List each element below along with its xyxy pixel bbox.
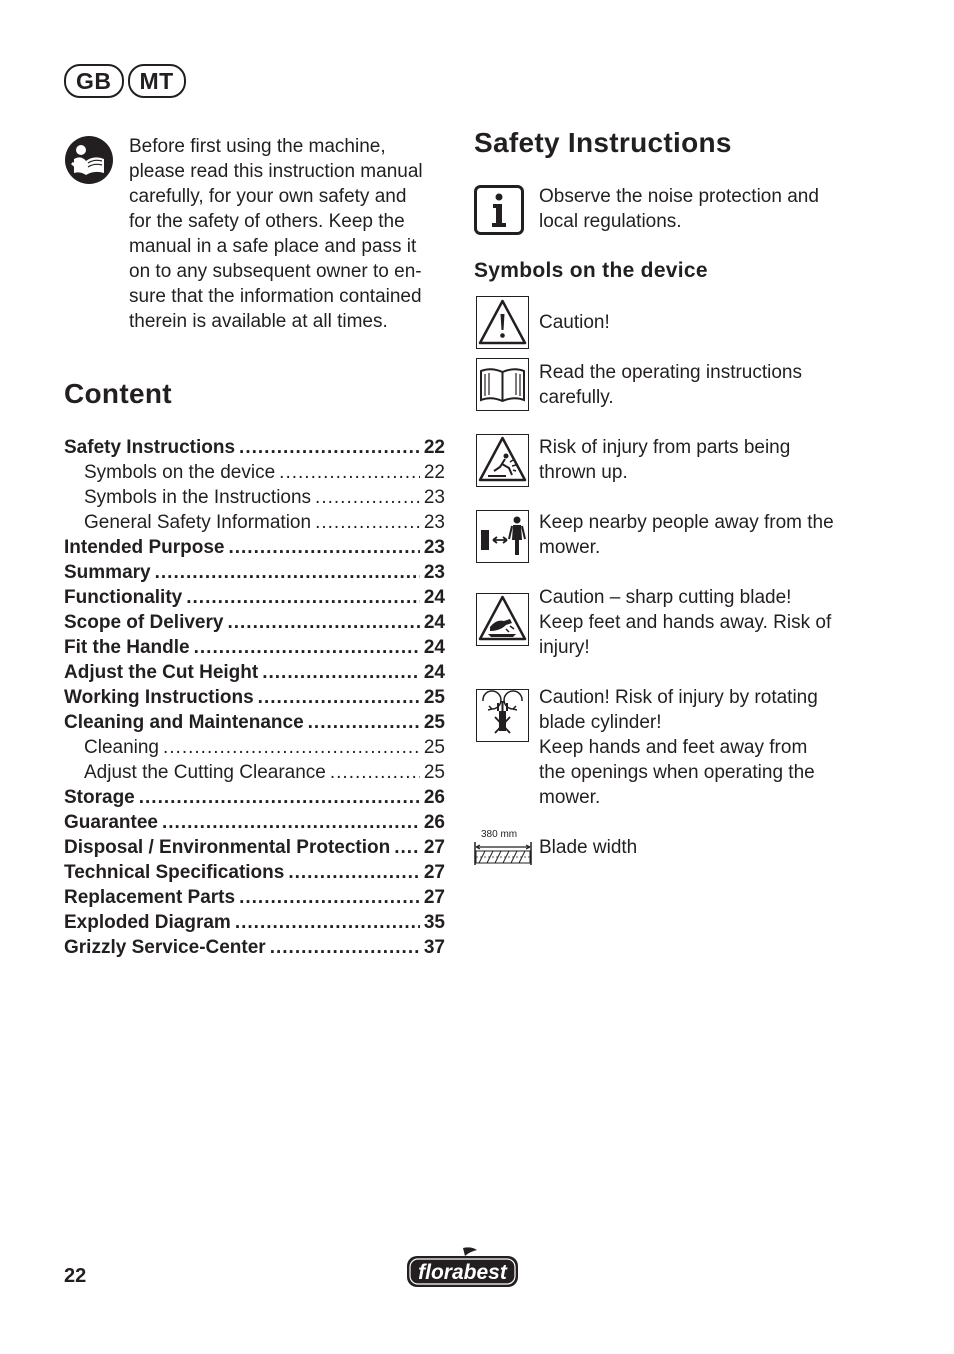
toc-entry-label: General Safety Information (84, 512, 312, 533)
toc-entry (64, 760, 445, 785)
toc-entry (64, 735, 445, 760)
toc-entry (64, 460, 445, 485)
toc-entry-label: Symbols on the device (84, 462, 276, 483)
toc-entry (64, 810, 445, 835)
toc-entry-label: Working Instructions (64, 687, 254, 708)
toc-entry (64, 485, 445, 510)
toc-entry-page: 23 (423, 512, 445, 533)
toc-entry-page: 35 (423, 912, 445, 933)
toc-entry-label: Intended Purpose (64, 537, 225, 558)
symbol-caption-thrown-parts: Risk of injury from parts being thrown up. (539, 437, 791, 483)
toc-entry-page: 26 (423, 812, 445, 833)
language-badges (64, 64, 186, 98)
toc-entry (64, 910, 445, 935)
toc-leader-dots (279, 460, 420, 485)
toc-entry-page: 24 (423, 612, 445, 633)
toc-entry-label: Adjust the Cutting Clearance (84, 762, 326, 783)
open-book-icon (476, 358, 529, 411)
intro-text: Before first using the machine, please read this instruction manual carefully, for your own safety and for the safety of others. Keep the manual in a safe place and pass it on to any subsequent owner to en- sure that the information contained therein is available at all times. (129, 136, 423, 332)
toc-leader-dots (139, 785, 420, 810)
toc-entry (64, 610, 445, 635)
florabest-logo (405, 1246, 520, 1290)
toc-entry-page: 24 (423, 662, 445, 683)
toc-entry (64, 560, 445, 585)
toc-leader-dots (270, 935, 420, 960)
toc-entry-page: 27 (423, 862, 445, 883)
blade-width-icon (473, 827, 533, 867)
safety-instructions-heading: Safety Instructions (474, 127, 732, 158)
toc-entry-page: 37 (423, 937, 445, 958)
toc-entry-label: Functionality (64, 587, 183, 608)
toc-leader-dots (186, 585, 420, 610)
symbol-caption-rotating-blade: Caution! Risk of injury by rotating blade cylinder! Keep hands and feet away from the openings when operating the mower. (539, 687, 818, 808)
toc-entry (64, 835, 445, 860)
read-manual-icon (64, 135, 114, 185)
symbol-caption-read-instructions: Read the operating instructions carefully. (539, 362, 802, 408)
toc-entry-label: Fit the Handle (64, 637, 190, 658)
toc-entry-page: 25 (423, 737, 445, 758)
toc-entry (64, 685, 445, 710)
toc-entry-page: 25 (423, 687, 445, 708)
toc-entry-page: 22 (423, 437, 445, 458)
toc-leader-dots (227, 610, 419, 635)
symbol-caption-caution: Caution! (539, 312, 610, 333)
toc-entry (64, 635, 445, 660)
toc-entry (64, 510, 445, 535)
toc-entry-label: Grizzly Service-Center (64, 937, 266, 958)
toc-leader-dots (235, 910, 420, 935)
toc-entry-page: 23 (423, 562, 445, 583)
toc-entry-label: Safety Instructions (64, 437, 236, 458)
info-icon (474, 185, 524, 235)
toc-entry-label: Symbols in the Instructions (84, 487, 312, 508)
toc-leader-dots (163, 735, 420, 760)
toc-entry-page: 23 (423, 487, 445, 508)
toc-leader-dots (262, 660, 420, 685)
language-badge-gb: GB (64, 64, 124, 98)
toc-entry-label: Cleaning (84, 737, 159, 758)
symbol-caption-blade-width: Blade width (539, 837, 638, 858)
toc-entry-label: Cleaning and Maintenance (64, 712, 304, 733)
toc-leader-dots (308, 710, 420, 735)
toc-entry-page: 22 (423, 462, 445, 483)
keep-distance-icon (476, 510, 529, 563)
blade-width-icon-label: 380 mm (481, 829, 518, 840)
toc-entry (64, 585, 445, 610)
symbol-caption-sharp-blade: Caution – sharp cutting blade! Keep feet and hands away. Risk of injury! (539, 587, 832, 658)
noise-protection-note: Observe the noise protection and local regulations. (539, 186, 819, 232)
toc-entry (64, 785, 445, 810)
page-number: 22 (64, 1265, 87, 1287)
toc-leader-dots (315, 485, 420, 510)
toc-leader-dots (228, 535, 419, 560)
toc-leader-dots (315, 510, 420, 535)
toc-leader-dots (162, 810, 420, 835)
toc-leader-dots (155, 560, 420, 585)
toc-entry-page: 27 (423, 887, 445, 908)
warning-triangle-icon (476, 296, 529, 349)
toc-entry-page: 25 (423, 712, 445, 733)
toc-entry (64, 710, 445, 735)
toc-entry-page: 24 (423, 587, 445, 608)
toc-entry-label: Adjust the Cut Height (64, 662, 259, 683)
toc-entry-label: Exploded Diagram (64, 912, 231, 933)
table-of-contents (64, 435, 445, 960)
sharp-blade-icon (476, 593, 529, 646)
thrown-objects-icon (476, 434, 529, 487)
toc-entry-page: 27 (423, 837, 445, 858)
toc-leader-dots (330, 760, 420, 785)
toc-leader-dots (288, 860, 420, 885)
toc-entry-label: Disposal / Environmental Protection (64, 837, 391, 858)
toc-entry (64, 435, 445, 460)
toc-entry (64, 935, 445, 960)
toc-leader-dots (258, 685, 420, 710)
toc-leader-dots (194, 635, 420, 660)
symbols-on-device-heading: Symbols on the device (474, 259, 708, 282)
toc-entry (64, 660, 445, 685)
toc-entry-page: 23 (423, 537, 445, 558)
toc-entry-label: Guarantee (64, 812, 158, 833)
toc-entry (64, 885, 445, 910)
toc-entry-page: 26 (423, 787, 445, 808)
toc-entry (64, 860, 445, 885)
toc-entry-page: 24 (423, 637, 445, 658)
toc-leader-dots (394, 835, 420, 860)
language-badge-mt: MT (128, 64, 186, 98)
toc-entry-label: Replacement Parts (64, 887, 236, 908)
toc-entry-label: Scope of Delivery (64, 612, 224, 633)
content-heading: Content (64, 378, 172, 409)
toc-leader-dots (239, 885, 420, 910)
toc-entry-label: Storage (64, 787, 135, 808)
symbol-caption-keep-people-away: Keep nearby people away from the mower. (539, 512, 834, 558)
brand-name: florabest (418, 1261, 507, 1284)
toc-entry-label: Summary (64, 562, 151, 583)
toc-entry-label: Technical Specifications (64, 862, 285, 883)
toc-entry-page: 25 (423, 762, 445, 783)
toc-leader-dots (239, 435, 420, 460)
toc-entry (64, 535, 445, 560)
rotating-blade-icon (476, 689, 529, 742)
